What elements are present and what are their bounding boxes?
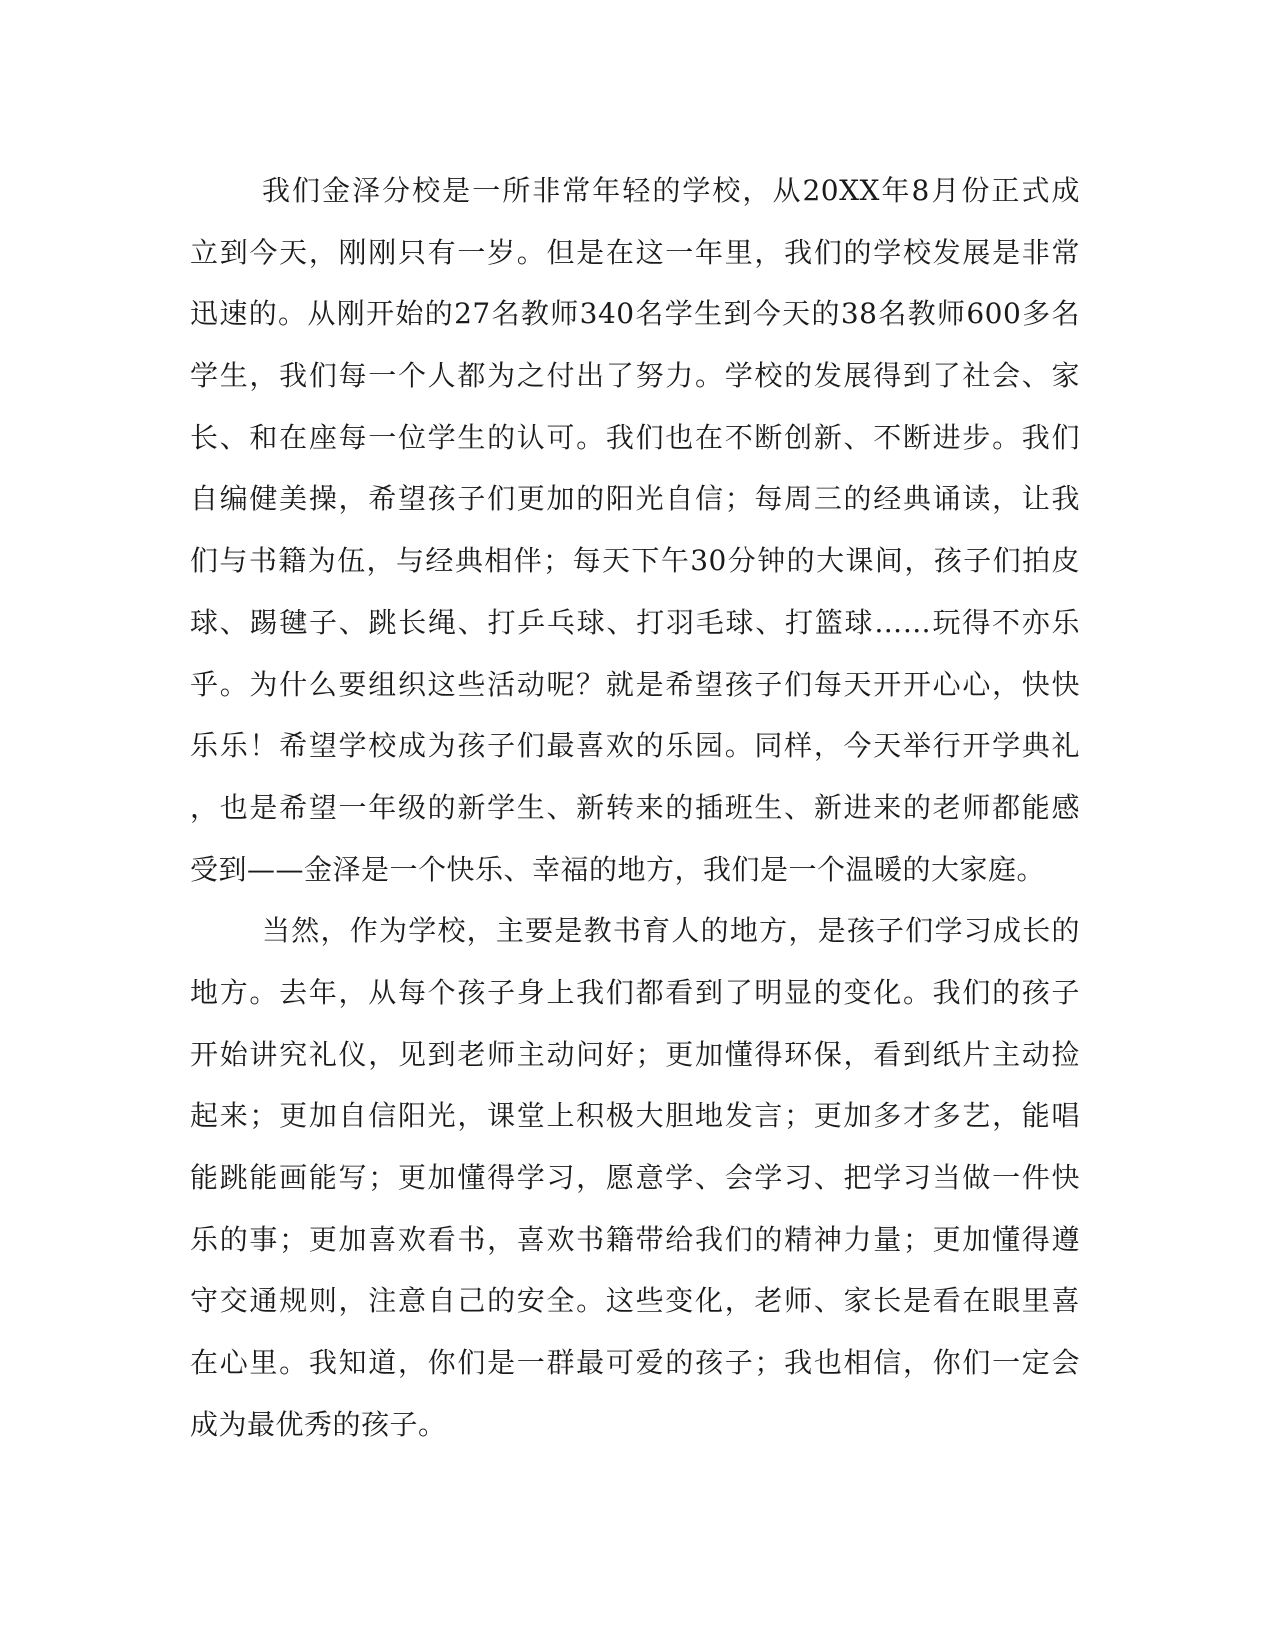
text-line: 乐的事；更加喜欢看书，喜欢书籍带给我们的精神力量；更加懂得遵 [190, 1222, 1080, 1256]
body-text [190, 160, 1080, 1455]
text-line: 在心里。我知道，你们是一群最可爱的孩子；我也相信，你们一定会 [190, 1346, 1080, 1380]
text-line: 我们金泽分校是一所非常年轻的学校，从20XX年8月份正式成 [262, 174, 1080, 207]
paragraph-2 [190, 900, 1080, 1455]
text-line: 起来；更加自信阳光，课堂上积极大胆地发言；更加多才多艺，能唱 [190, 1099, 1080, 1133]
text-line: 自编健美操，希望孩子们更加的阳光自信；每周三的经典诵读，让我 [190, 482, 1080, 516]
text-line: 受到——金泽是一个快乐、幸福的地方，我们是一个温暖的大家庭。 [190, 852, 1046, 886]
text-line: 成为最优秀的孩子。 [190, 1407, 447, 1441]
text-line: 立到今天，刚刚只有一岁。但是在这一年里，我们的学校发展是非常 [190, 235, 1080, 269]
text-line: 乐乐！希望学校成为孩子们最喜欢的乐园。同样，今天举行开学典礼 [190, 729, 1080, 763]
text-line: 地方。去年，从每个孩子身上我们都看到了明显的变化。我们的孩子 [190, 975, 1080, 1009]
paragraph-1 [190, 160, 1080, 900]
text-line: 球、踢毽子、跳长绳、打乒乓球、打羽毛球、打篮球……玩得不亦乐 [190, 605, 1080, 639]
text-line: ，也是希望一年级的新学生、新转来的插班生、新进来的老师都能感 [190, 790, 1080, 824]
text-line: 学生，我们每一个人都为之付出了努力。学校的发展得到了社会、家 [190, 359, 1080, 393]
text-line: 们与书籍为伍，与经典相伴；每天下午30分钟的大课间，孩子们拍皮 [190, 544, 1080, 578]
text-line: 当然，作为学校，主要是教书育人的地方，是孩子们学习成长的 [262, 914, 1080, 948]
text-line: 长、和在座每一位学生的认可。我们也在不断创新、不断进步。我们 [190, 420, 1080, 454]
text-line: 迅速的。从刚开始的27名教师340名学生到今天的38名教师600多名 [190, 297, 1080, 331]
text-line: 守交通规则，注意自己的安全。这些变化，老师、家长是看在眼里喜 [190, 1284, 1080, 1318]
text-line: 乎。为什么要组织这些活动呢？就是希望孩子们每天开开心心，快快 [190, 667, 1080, 701]
text-line: 开始讲究礼仪，见到老师主动问好；更加懂得环保，看到纸片主动捡 [190, 1037, 1080, 1071]
text-line: 能跳能画能写；更加懂得学习，愿意学、会学习、把学习当做一件快 [190, 1161, 1080, 1194]
